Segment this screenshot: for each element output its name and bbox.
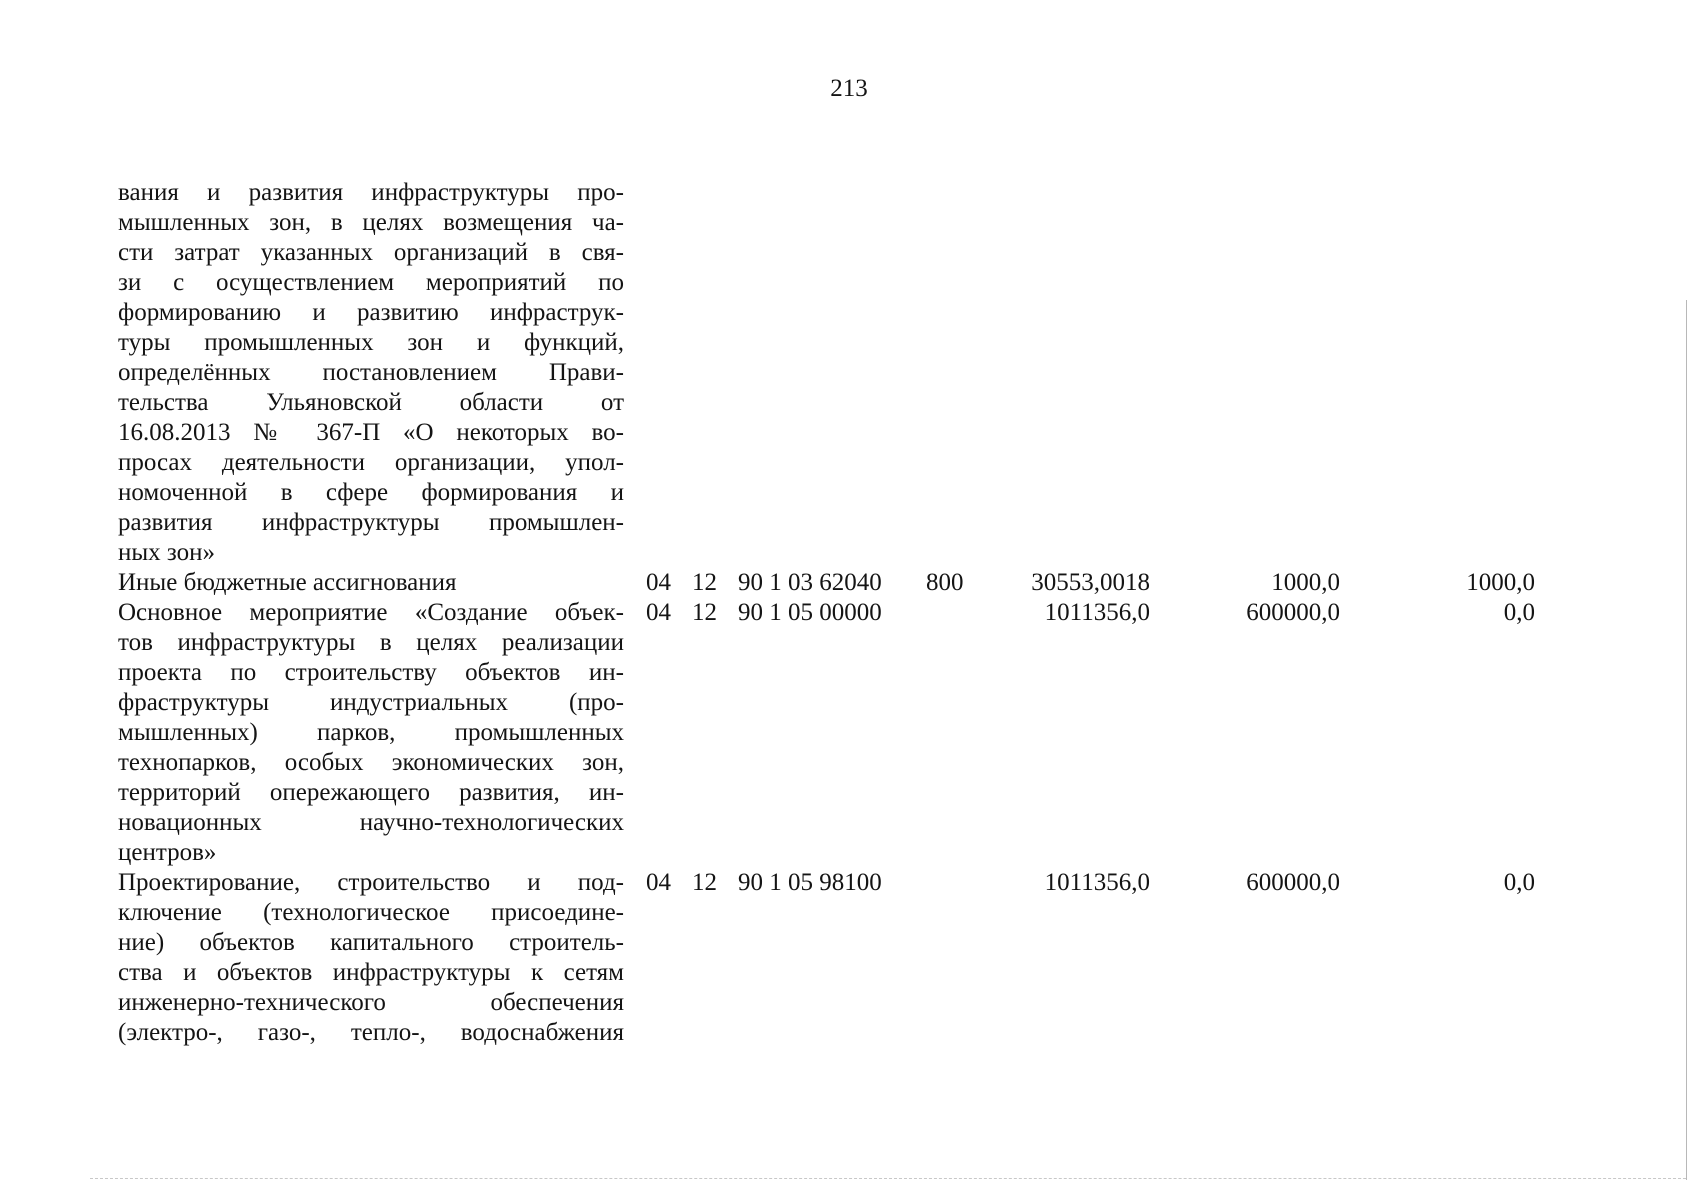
row-description: мышленных) парков, промышленных [118, 719, 624, 746]
amount-year-3: 0,0 [1503, 599, 1535, 626]
row-description: новационных научно-технологических [118, 809, 624, 836]
row-description: технопарков, особых экономических зон, [118, 749, 624, 776]
row-description: формированию и развитию инфраструк- [118, 299, 624, 326]
row-description: вания и развития инфраструктуры про- [118, 179, 624, 206]
row-description: номоченной в сфере формирования и [118, 479, 624, 506]
row-description: Основное мероприятие «Создание объек- [118, 599, 624, 626]
row-description: просах деятельности организации, упол- [118, 449, 624, 476]
row-description: определённых постановлением Прави- [118, 359, 624, 386]
section-code: 04 [646, 569, 671, 596]
row-description: проекта по строительству объектов ин- [118, 659, 624, 686]
expense-type-code: 800 [926, 569, 964, 596]
amount-year-2: 1000,0 [1271, 569, 1340, 596]
target-article-code: 90 1 05 98100 [738, 869, 882, 896]
row-description: ства и объектов инфраструктуры к сетям [118, 959, 624, 986]
row-description: инженерно-технического обеспечения [118, 989, 624, 1016]
amount-year-1: 30553,0018 [1031, 569, 1150, 596]
target-article-code: 90 1 05 00000 [738, 599, 882, 626]
row-description: 16.08.2013 № 367-П «О некоторых во- [118, 419, 624, 446]
amount-year-3: 1000,0 [1466, 569, 1535, 596]
section-code: 04 [646, 869, 671, 896]
amount-year-1: 1011356,0 [1044, 869, 1150, 896]
row-description: (электро-, газо-, тепло-, водоснабжения [118, 1019, 624, 1046]
row-description: мышленных зон, в целях возмещения ча- [118, 209, 624, 236]
subsection-code: 12 [692, 869, 717, 896]
row-description: зи с осуществлением мероприятий по [118, 269, 624, 296]
row-description: сти затрат указанных организаций в свя- [118, 239, 624, 266]
row-description: Иные бюджетные ассигнования [118, 569, 457, 596]
amount-year-3: 0,0 [1503, 869, 1535, 896]
row-description: Проектирование, строительство и под- [118, 869, 624, 896]
row-description: ние) объектов капитального строитель- [118, 929, 624, 956]
row-description: тов инфраструктуры в целях реализации [118, 629, 624, 656]
target-article-code: 90 1 03 62040 [738, 569, 882, 596]
amount-year-1: 1011356,0 [1044, 599, 1150, 626]
row-description: территорий опережающего развития, ин- [118, 779, 624, 806]
page-number: 213 [830, 75, 868, 102]
scan-edge-bottom [90, 1178, 1686, 1180]
row-description: центров» [118, 839, 217, 866]
row-description: фраструктуры индустриальных (про- [118, 689, 624, 716]
row-description: ных зон» [118, 539, 216, 566]
section-code: 04 [646, 599, 671, 626]
subsection-code: 12 [692, 569, 717, 596]
row-description: тельства Ульяновской области от [118, 389, 624, 416]
row-description: развития инфраструктуры промышлен- [118, 509, 624, 536]
amount-year-2: 600000,0 [1246, 869, 1340, 896]
amount-year-2: 600000,0 [1246, 599, 1340, 626]
row-description: туры промышленных зон и функций, [118, 329, 624, 356]
subsection-code: 12 [692, 599, 717, 626]
scan-edge-right [1686, 300, 1687, 1180]
row-description: ключение (технологическое присоедине- [118, 899, 624, 926]
